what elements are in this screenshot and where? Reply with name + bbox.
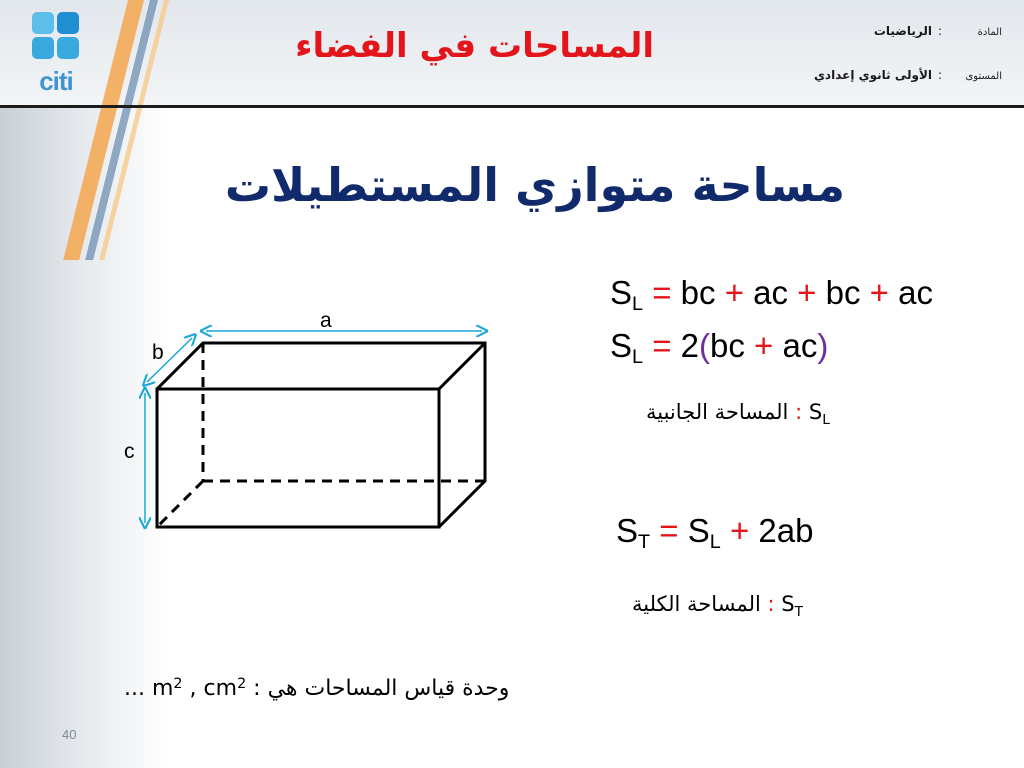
definition-total-area: المساحة الكلية : $S_T$ [632, 592, 803, 620]
level-separator: : [937, 68, 943, 82]
subject-key: المادة [977, 27, 1002, 38]
formula-lateral-sum: $S_L$ = bc + ac + bc + ac [610, 274, 933, 315]
logo-text: citi [39, 66, 73, 96]
definition-lateral-area: المساحة الجانبية : $S_L$ [646, 400, 830, 428]
label-a: a [320, 309, 332, 332]
subject-value: الرياضيات [873, 24, 932, 38]
hidden-edges [157, 343, 485, 527]
top-back-edges [157, 343, 485, 527]
cuboid-edges [157, 343, 485, 527]
page-title: المساحات في الفضاء [295, 26, 654, 66]
subject-separator: : [937, 24, 943, 38]
level-key: المستوى [965, 71, 1002, 82]
top-right-edge [439, 343, 485, 389]
formula-lateral-factored: $S_L = 2(bc + ac)$ [610, 327, 829, 368]
dimension-arrows [145, 331, 482, 523]
front-face [157, 389, 439, 527]
label-b: b [152, 341, 164, 364]
label-c: c [124, 440, 135, 463]
page-number: 40 [62, 727, 77, 742]
units-note: ... $m^2$ , $cm^2$ وحدة قياس المساحات هي : [124, 676, 510, 702]
level-value: الأولى ثانوي إعدادي [813, 68, 932, 82]
slide-title: مساحة متوازي المستطيلات [224, 158, 846, 212]
formula-total-area: $S_T = S_L + 2ab$ [616, 512, 814, 553]
